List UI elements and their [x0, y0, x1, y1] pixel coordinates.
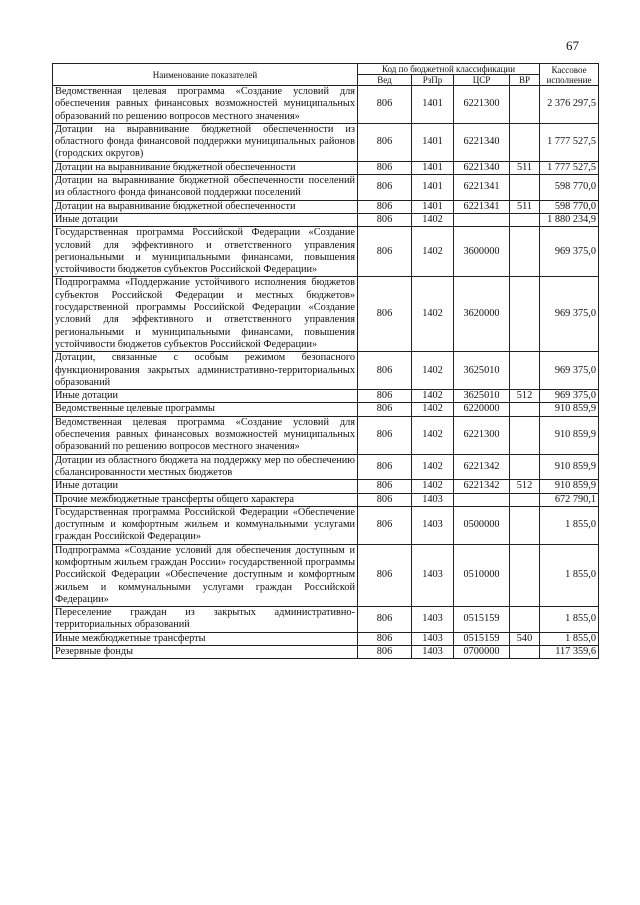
- row-ved: 806: [358, 403, 412, 416]
- row-csr: 6221342: [454, 480, 510, 493]
- header-name: Наименование показателей: [53, 64, 358, 86]
- row-csr: 0700000: [454, 646, 510, 659]
- header-result: Кассовое исполнение: [540, 64, 599, 86]
- row-csr: 3600000: [454, 227, 510, 277]
- row-ved: 806: [358, 646, 412, 659]
- row-name: Дотации на выравнивание бюджетной обеспеченности из областного фонда финансовой поддержки муниципальных районов (городских округов): [53, 123, 358, 161]
- row-ved: 806: [358, 227, 412, 277]
- row-rzpr: 1402: [412, 416, 454, 454]
- row-amount: 969 375,0: [540, 227, 599, 277]
- table-row: [53, 175, 599, 201]
- row-rzpr: 1403: [412, 506, 454, 544]
- row-vr: [510, 213, 540, 226]
- row-rzpr: 1402: [412, 403, 454, 416]
- row-name: Резервные фонды: [53, 646, 358, 659]
- row-csr: 3620000: [454, 277, 510, 352]
- row-ved: 806: [358, 632, 412, 645]
- row-vr: [510, 506, 540, 544]
- row-ved: 806: [358, 454, 412, 480]
- row-rzpr: 1401: [412, 123, 454, 161]
- table-row: [53, 213, 599, 226]
- table-row: [53, 493, 599, 506]
- row-vr: [510, 493, 540, 506]
- row-name: Ведомственная целевая программа «Создание условий для обеспечения равных финансовых возможностей муниципальных образований по решению вопросов местного значения»: [53, 86, 358, 124]
- row-name: Иные межбюджетные трансферты: [53, 632, 358, 645]
- row-vr: 512: [510, 390, 540, 403]
- row-rzpr: 1402: [412, 277, 454, 352]
- row-csr: 6221341: [454, 200, 510, 213]
- table-row: [53, 277, 599, 352]
- row-rzpr: 1402: [412, 480, 454, 493]
- row-ved: 806: [358, 390, 412, 403]
- row-amount: 2 376 297,5: [540, 86, 599, 124]
- row-rzpr: 1401: [412, 175, 454, 201]
- row-amount: 1 855,0: [540, 607, 599, 633]
- row-csr: 0510000: [454, 544, 510, 606]
- row-name: Подпрограмма «Поддержание устойчивого исполнения бюджетов субъектов Российской Федерации и местных бюджетов» государственной программы Российской Федерации «Создание условий для эффективного и ответственного управления региональными и муниципальными финансами, повышения устойчивости бюджетов субъектов Российской Федерации»: [53, 277, 358, 352]
- row-rzpr: 1403: [412, 493, 454, 506]
- header-code-group: Код по бюджетной классификации: [358, 64, 540, 75]
- row-ved: 806: [358, 506, 412, 544]
- row-name: Иные дотации: [53, 390, 358, 403]
- row-amount: 910 859,9: [540, 403, 599, 416]
- row-vr: [510, 277, 540, 352]
- table-row: [53, 632, 599, 645]
- row-amount: 969 375,0: [540, 390, 599, 403]
- budget-table: [52, 63, 599, 659]
- row-rzpr: 1401: [412, 86, 454, 124]
- table-row: [53, 86, 599, 124]
- row-vr: [510, 227, 540, 277]
- table-row: [53, 352, 599, 390]
- table-row: [53, 646, 599, 659]
- table-body: [53, 86, 599, 659]
- row-vr: [510, 403, 540, 416]
- row-name: Дотации на выравнивание бюджетной обеспеченности поселений из областного фонда финансовой поддержки поселений: [53, 175, 358, 201]
- row-csr: 0500000: [454, 506, 510, 544]
- row-amount: 598 770,0: [540, 200, 599, 213]
- table-header: [53, 64, 599, 86]
- table-row: [53, 123, 599, 161]
- row-amount: 1 777 527,5: [540, 161, 599, 174]
- header-csr: ЦСР: [454, 75, 510, 86]
- row-amount: 1 855,0: [540, 506, 599, 544]
- row-vr: 511: [510, 200, 540, 213]
- table-row: [53, 403, 599, 416]
- row-vr: [510, 454, 540, 480]
- row-ved: 806: [358, 277, 412, 352]
- row-amount: 672 790,1: [540, 493, 599, 506]
- row-ved: 806: [358, 493, 412, 506]
- row-ved: 806: [358, 352, 412, 390]
- table-row: [53, 200, 599, 213]
- table-row: [53, 390, 599, 403]
- row-name: Дотации, связанные с особым режимом безопасного функционирования закрытых административно-территориальных образований: [53, 352, 358, 390]
- header-rzpr: РзПр: [412, 75, 454, 86]
- row-csr: [454, 493, 510, 506]
- row-rzpr: 1402: [412, 227, 454, 277]
- page-number: 67: [566, 38, 579, 53]
- row-ved: 806: [358, 175, 412, 201]
- row-ved: 806: [358, 544, 412, 606]
- row-vr: [510, 123, 540, 161]
- row-amount: 910 859,9: [540, 454, 599, 480]
- row-ved: 806: [358, 416, 412, 454]
- row-rzpr: 1402: [412, 454, 454, 480]
- row-vr: [510, 416, 540, 454]
- row-vr: 512: [510, 480, 540, 493]
- table-row: [53, 506, 599, 544]
- row-csr: 6221340: [454, 123, 510, 161]
- table-row: [53, 607, 599, 633]
- row-name: Государственная программа Российской Федерации «Обеспечение доступным и комфортным жильем и коммунальными услугами граждан Российской Федерации»: [53, 506, 358, 544]
- row-name: Подпрограмма «Создание условий для обеспечения доступным и комфортным жильем граждан России» государственной программы Российской Федерации «Обеспечение доступным и комфортным жильем и коммунальными услугами граждан Российской Федерации»: [53, 544, 358, 606]
- row-ved: 806: [358, 123, 412, 161]
- row-csr: 6221341: [454, 175, 510, 201]
- row-name: Иные дотации: [53, 213, 358, 226]
- row-rzpr: 1403: [412, 646, 454, 659]
- row-csr: 0515159: [454, 632, 510, 645]
- table-row: [53, 454, 599, 480]
- row-amount: 910 859,9: [540, 416, 599, 454]
- row-csr: 6221300: [454, 86, 510, 124]
- row-amount: 969 375,0: [540, 277, 599, 352]
- row-csr: 6221342: [454, 454, 510, 480]
- row-vr: [510, 175, 540, 201]
- row-vr: 540: [510, 632, 540, 645]
- row-rzpr: 1402: [412, 352, 454, 390]
- row-rzpr: 1403: [412, 544, 454, 606]
- table-row: [53, 544, 599, 606]
- row-csr: 6221300: [454, 416, 510, 454]
- row-vr: [510, 86, 540, 124]
- row-amount: 1 855,0: [540, 544, 599, 606]
- row-vr: [510, 352, 540, 390]
- row-vr: 511: [510, 161, 540, 174]
- row-ved: 806: [358, 480, 412, 493]
- row-ved: 806: [358, 86, 412, 124]
- row-name: Переселение граждан из закрытых административно-территориальных образований: [53, 607, 358, 633]
- row-vr: [510, 544, 540, 606]
- row-amount: 1 855,0: [540, 632, 599, 645]
- row-ved: 806: [358, 200, 412, 213]
- row-rzpr: 1403: [412, 632, 454, 645]
- row-ved: 806: [358, 607, 412, 633]
- table-row: [53, 416, 599, 454]
- row-ved: 806: [358, 213, 412, 226]
- row-csr: 3625010: [454, 352, 510, 390]
- row-amount: 1 777 527,5: [540, 123, 599, 161]
- row-name: Прочие межбюджетные трансферты общего характера: [53, 493, 358, 506]
- row-vr: [510, 646, 540, 659]
- row-csr: 3625010: [454, 390, 510, 403]
- row-amount: 969 375,0: [540, 352, 599, 390]
- header-ved: Вед: [358, 75, 412, 86]
- row-name: Ведомственная целевая программа «Создание условий для обеспечения равных финансовых возможностей муниципальных образований по решению вопросов местного значения»: [53, 416, 358, 454]
- row-name: Иные дотации: [53, 480, 358, 493]
- row-amount: 598 770,0: [540, 175, 599, 201]
- row-amount: 1 880 234,9: [540, 213, 599, 226]
- row-name: Государственная программа Российской Федерации «Создание условий для эффективного и ответственного управления региональными и муниципальными финансами, повышения устойчивости бюджетов субъектов Российской Федерации»: [53, 227, 358, 277]
- row-csr: [454, 213, 510, 226]
- row-amount: 117 359,6: [540, 646, 599, 659]
- row-rzpr: 1401: [412, 200, 454, 213]
- row-amount: 910 859,9: [540, 480, 599, 493]
- row-csr: 6221340: [454, 161, 510, 174]
- table-row: [53, 480, 599, 493]
- row-vr: [510, 607, 540, 633]
- row-name: Ведомственные целевые программы: [53, 403, 358, 416]
- row-csr: 0515159: [454, 607, 510, 633]
- table-row: [53, 227, 599, 277]
- row-name: Дотации на выравнивание бюджетной обеспеченности: [53, 161, 358, 174]
- row-name: Дотации на выравнивание бюджетной обеспеченности: [53, 200, 358, 213]
- row-ved: 806: [358, 161, 412, 174]
- row-rzpr: 1402: [412, 390, 454, 403]
- row-csr: 6220000: [454, 403, 510, 416]
- row-name: Дотации из областного бюджета на поддержку мер по обеспечению сбалансированности местных бюджетов: [53, 454, 358, 480]
- row-rzpr: 1403: [412, 607, 454, 633]
- row-rzpr: 1402: [412, 213, 454, 226]
- table-row: [53, 161, 599, 174]
- row-rzpr: 1401: [412, 161, 454, 174]
- header-vr: ВР: [510, 75, 540, 86]
